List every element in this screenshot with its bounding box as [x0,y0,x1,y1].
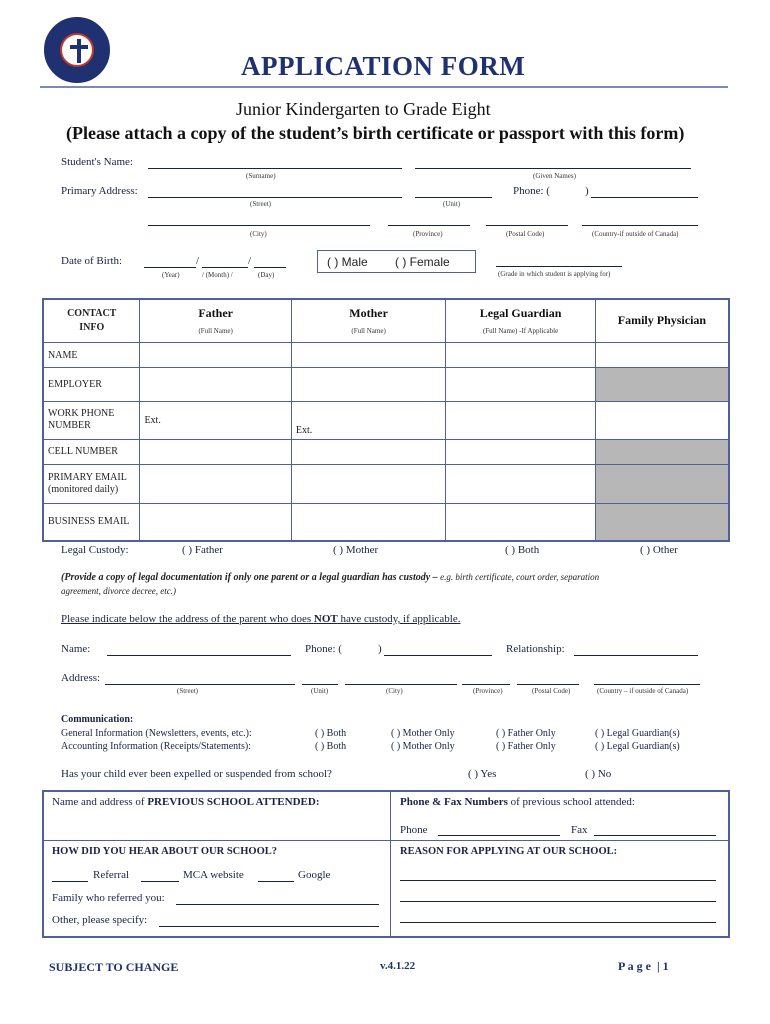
reason-line-3[interactable] [400,922,716,923]
prev-fax-field[interactable] [594,835,716,836]
family-referred-field[interactable] [176,904,379,905]
mother-column-header: Mother (Full Name) [291,299,445,342]
google-label: Google [298,869,331,881]
street-hint: (Street) [250,200,271,208]
guardian-employer-cell[interactable] [446,368,596,402]
given-names-field[interactable] [415,168,691,169]
custody-both-option[interactable]: ( ) Both [505,544,540,556]
nc-relationship-label: Relationship: [506,643,565,655]
nc-relationship-field[interactable] [574,655,698,656]
year-hint: (Year) [162,271,180,279]
legal-custody-label: Legal Custody: [61,544,129,556]
family-referred-label: Family who referred you: [52,892,165,904]
custody-father-option[interactable]: ( ) Father [182,544,223,556]
dob-label: Date of Birth: [61,255,123,267]
phone-fax-label: Phone & Fax Numbers of previous school attended: [400,796,635,808]
guardian-email-cell[interactable] [446,465,596,504]
website-label: MCA website [183,869,244,881]
cross-emblem-icon [60,33,94,67]
expelled-question: Has your child ever been expelled or suspended from school? [61,768,332,780]
nc-name-field[interactable] [107,655,291,656]
nc-phone-field[interactable] [384,655,492,656]
female-option[interactable]: ( ) Female [395,255,450,269]
nc-phone-label: Phone: ( [305,643,342,655]
reason-heading: REASON FOR APPLYING AT OUR SCHOOL: [400,846,618,857]
father-employer-cell[interactable] [140,368,291,402]
guardian-column-header: Legal Guardian (Full Name) -If Applicable [446,299,596,342]
dob-slash-1: / [196,255,200,267]
general-info-label: General Information (Newsletters, events, etc.): [61,728,252,739]
expelled-yes-option[interactable]: ( ) Yes [468,768,497,780]
school-logo-seal [44,17,110,83]
form-instruction: (Please attach a copy of the student’s birth certificate or passport with this form) [66,123,685,143]
row-label-name: NAME [43,342,140,368]
physician-employer-shaded [595,368,729,402]
province-hint: (Province) [413,230,443,238]
accounting-guardian-option[interactable]: ( ) Legal Guardian(s) [595,741,680,752]
student-name-label: Student's Name: [61,156,133,168]
dob-month-field[interactable] [202,267,248,268]
nc-unit-hint: (Unit) [311,687,329,695]
noncustodial-instruction: Please indicate below the address of the parent who does NOT have custody, if applicable. [61,613,461,625]
dob-year-field[interactable] [144,267,196,268]
general-guardian-option[interactable]: ( ) Legal Guardian(s) [595,728,680,739]
custody-other-option[interactable]: ( ) Other [640,544,678,556]
accounting-both-option[interactable]: ( ) Both [315,741,347,752]
surname-field[interactable] [148,168,402,169]
footer-subject-to-change: SUBJECT TO CHANGE [49,960,179,974]
bottom-horizontal-divider [42,840,730,841]
referral-label: Referral [93,869,130,881]
other-specify-field[interactable] [159,926,379,927]
footer-version: v.4.1.22 [380,960,416,972]
father-cell-cell[interactable] [140,439,291,465]
accounting-father-option[interactable]: ( ) Father Only [496,741,556,752]
nc-postal-field[interactable] [517,684,579,685]
grade-field[interactable] [496,266,622,267]
postal-hint: (Postal Code) [506,230,545,238]
nc-country-field[interactable] [594,684,700,685]
father-ext-label: Ext. [144,414,161,426]
nc-city-hint: (City) [386,687,403,695]
contact-info-corner: CONTACT INFO [43,299,140,342]
nc-postal-hint: (Postal Code) [532,687,571,695]
prev-fax-label: Fax [571,824,588,836]
nc-phone-close: ) [378,643,382,655]
contact-info-table [42,298,730,542]
nc-province-hint: (Province) [473,687,503,695]
nc-unit-field[interactable] [302,684,338,685]
mother-name-cell[interactable] [291,342,445,368]
phone-field[interactable] [591,197,698,198]
guardian-work-phone-cell[interactable] [446,402,596,439]
physician-work-phone-cell[interactable] [595,402,729,439]
footer-page-number: P a g e | 1 [618,959,669,973]
form-subtitle: Junior Kindergarten to Grade Eight [236,99,491,119]
phone-label: Phone: ( [513,185,550,197]
nc-address-label: Address: [61,672,101,684]
google-field[interactable] [258,881,294,882]
communication-heading: Communication: [61,714,134,725]
title-rule [40,86,728,88]
father-column-header: Father (Full Name) [140,299,291,342]
accounting-info-label: Accounting Information (Receipts/Statements): [61,741,251,752]
physician-email-shaded [595,465,729,504]
month-hint: / (Month) / [202,271,233,279]
custody-mother-option[interactable]: ( ) Mother [333,544,379,556]
father-business-email-cell[interactable] [140,504,291,541]
nc-street-field[interactable] [105,684,295,685]
reason-line-2[interactable] [400,901,716,902]
custody-note-line2: agreement, divorce decree, etc.) [61,586,176,596]
province-field[interactable] [388,225,470,226]
prev-phone-label: Phone [400,824,428,836]
nc-street-hint: (Street) [177,687,198,695]
row-label-cell-number: CELL NUMBER [43,439,140,465]
mother-work-phone-cell[interactable] [291,402,445,439]
given-names-hint: (Given Names) [533,172,576,180]
bottom-vertical-divider [390,790,391,938]
mother-ext-label: Ext. [295,424,313,436]
physician-cell-shaded [595,439,729,465]
primary-address-label: Primary Address: [61,185,138,197]
row-label-primary-email: PRIMARY EMAIL (monitored daily) [43,465,140,504]
general-both-option[interactable]: ( ) Both [315,728,347,739]
reason-line-1[interactable] [400,880,716,881]
accounting-mother-option[interactable]: ( ) Mother Only [391,741,455,752]
physician-business-email-shaded [595,504,729,541]
row-label-work-phone: WORK PHONE NUMBER [43,402,140,439]
nc-name-label: Name: [61,643,91,655]
row-label-business-email: BUSINESS EMAIL [43,504,140,541]
nc-city-field[interactable] [345,684,457,685]
father-name-cell[interactable] [140,342,291,368]
prev-phone-field[interactable] [438,835,560,836]
father-email-cell[interactable] [140,465,291,504]
nc-province-field[interactable] [462,684,510,685]
mother-business-email-cell[interactable] [291,504,445,541]
referral-field[interactable] [52,881,88,882]
guardian-business-email-cell[interactable] [446,504,596,541]
unit-hint: (Unit) [443,200,461,208]
general-mother-option[interactable]: ( ) Mother Only [391,728,455,739]
custody-note: (Provide a copy of legal documentation if only one parent or a legal guardian has custody – e.g. birth certificate, court order, separation [61,572,600,583]
dob-day-field[interactable] [254,267,286,268]
nc-country-hint: (Country – if outside of Canada) [597,687,689,695]
surname-hint: (Surname) [246,172,276,180]
postal-code-field[interactable] [486,225,568,226]
country-hint: (Country-if outside of Canada) [592,230,679,238]
physician-column-header: Family Physician [595,299,729,342]
guardian-cell-cell[interactable] [446,439,596,465]
physician-name-cell[interactable] [595,342,729,368]
country-field[interactable] [582,225,698,226]
father-work-phone-cell[interactable] [140,402,291,439]
website-field[interactable] [141,881,179,882]
city-hint: (City) [250,230,267,238]
phone-close-paren: ) [585,185,589,197]
day-hint: (Day) [258,271,275,279]
unit-field[interactable] [415,197,492,198]
grade-hint: (Grade in which student is applying for) [498,270,611,278]
hear-about-heading: HOW DID YOU HEAR ABOUT OUR SCHOOL? [52,846,278,857]
male-option[interactable]: ( ) Male [327,255,368,269]
street-field[interactable] [148,197,402,198]
general-father-option[interactable]: ( ) Father Only [496,728,556,739]
mother-employer-cell[interactable] [291,368,445,402]
mother-email-cell[interactable] [291,465,445,504]
dob-slash-2: / [248,255,252,267]
form-title: APPLICATION FORM [241,51,526,81]
expelled-no-option[interactable]: ( ) No [585,768,612,780]
guardian-name-cell[interactable] [446,342,596,368]
mother-cell-cell[interactable] [291,439,445,465]
previous-school-label: Name and address of PREVIOUS SCHOOL ATTENDED: [52,796,320,808]
row-label-employer: EMPLOYER [43,368,140,402]
city-field[interactable] [148,225,370,226]
other-specify-label: Other, please specify: [52,914,148,926]
